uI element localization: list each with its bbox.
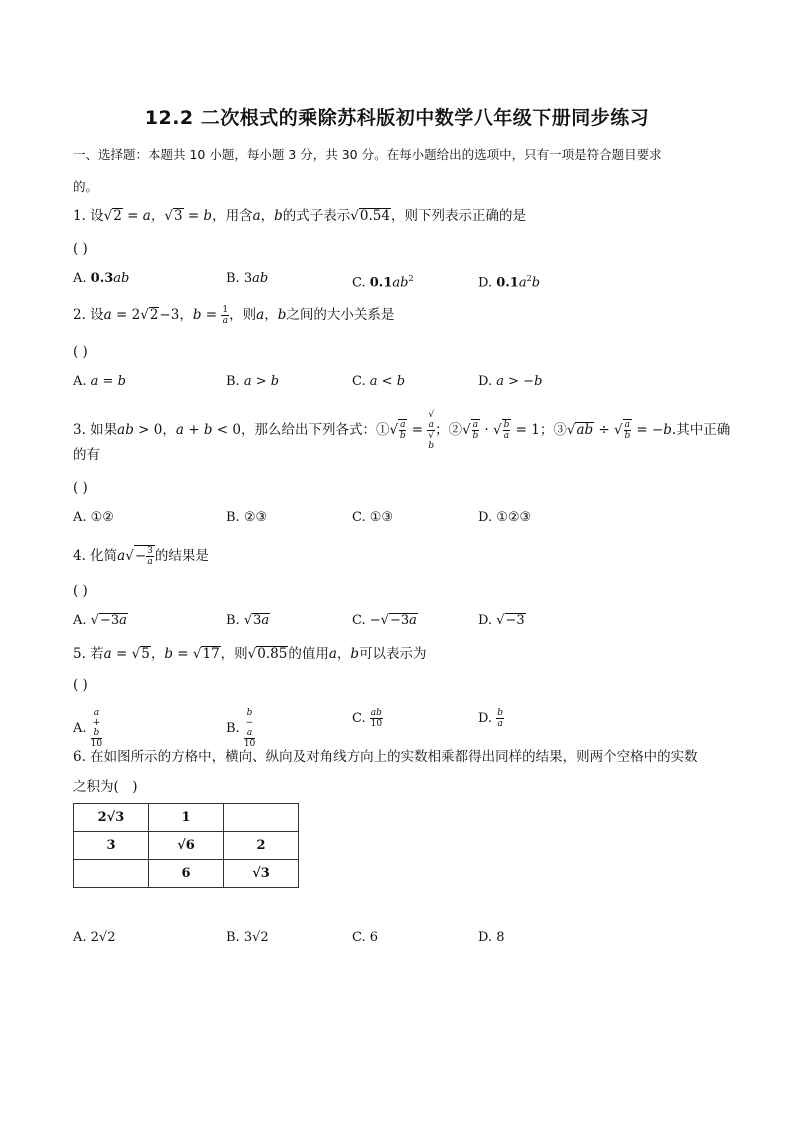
grid-cell: 1	[149, 804, 224, 832]
question-3-option-a[interactable]: A. ①②	[73, 510, 114, 525]
question-6-stem-line1: 6. 在如图所示的方格中，横向、纵向及对角线方向上的实数相乘都得出同样的结果，则两个空格中的实数	[73, 749, 698, 765]
question-1-option-c[interactable]: C. $0.1ab^2$	[352, 274, 414, 291]
question-2-option-d[interactable]: D. a > −b	[478, 374, 543, 389]
question-2-option-a[interactable]: A. a = b	[73, 374, 126, 389]
question-6-magic-square	[73, 803, 299, 888]
grid-cell-blank	[224, 804, 299, 832]
question-5-option-c[interactable]: C. $\frac{ab}{10}$	[352, 708, 383, 729]
question-2-answer-blank: ( )	[73, 344, 88, 360]
question-6-option-c[interactable]: C. 6	[352, 930, 379, 945]
grid-cell: 6	[149, 860, 224, 888]
question-3-option-b[interactable]: B. ②③	[226, 510, 268, 525]
question-3-option-c[interactable]: C. ①③	[352, 510, 394, 525]
question-4-option-b[interactable]: B. √3a	[226, 613, 270, 628]
question-4-stem: 4. 化简a√− $\frac{3}{a}$ 的结果是	[73, 546, 209, 567]
grid-cell: √3	[224, 860, 299, 888]
grid-cell: √6	[149, 832, 224, 860]
question-5-stem: 5. 若a = √5，b = √17，则√0.85的值用a，b可以表示为	[73, 646, 427, 662]
question-1-option-a[interactable]: A. 0.3ab	[73, 271, 130, 286]
question-6-stem-line2: 之积为( )	[73, 779, 138, 795]
question-5-option-a[interactable]: A. a + b 10	[73, 708, 103, 749]
question-5-option-d[interactable]: D. $\frac{b}{a}$	[478, 708, 503, 729]
page-title: 12.2 二次根式的乘除苏科版初中数学八年级下册同步练习	[144, 107, 650, 129]
grid-cell: 2√3	[74, 804, 149, 832]
grid-cell: 3	[74, 832, 149, 860]
question-3-option-d[interactable]: D. ①②③	[478, 510, 532, 525]
question-6-option-d[interactable]: D. 8	[478, 930, 505, 945]
question-5-answer-blank: ( )	[73, 677, 88, 693]
question-5-option-b[interactable]: B. b − a 10	[226, 708, 256, 749]
section-instructions-line1: 一、选择题：本题共 10 小题，每小题 3 分，共 30 分。在每小题给出的选项中，只有一项是符合题目要求	[73, 147, 662, 162]
question-1-stem: 1. 设√2 = a，√3 = b，用含a，b的式子表示√0.54，则下列表示正确的是	[73, 208, 526, 224]
question-3-stem: 3. 如果ab > 0，a + b < 0，那么给出下列各式：①√ $\frac{a}{b}$ = √ a √ b ；②√ $\frac{a}{b}$ · √ $\frac{b}{a}$ = 1；③√ab ÷ √ $\frac{a}{b}$ = −b.其中正确	[73, 410, 731, 451]
question-1-option-d[interactable]: D. $0.1a^2b$	[478, 274, 541, 291]
question-3-stem-line2: 的有	[73, 447, 100, 463]
question-4-option-a[interactable]: A. √−3a	[73, 613, 127, 628]
grid-cell-blank	[74, 860, 149, 888]
question-2-option-c[interactable]: C. a < b	[352, 374, 406, 389]
question-6-option-b[interactable]: B. 3√2	[226, 930, 269, 945]
question-6-option-a[interactable]: A. 2√2	[73, 930, 116, 945]
question-1-answer-blank: ( )	[73, 241, 88, 257]
grid-cell: 2	[224, 832, 299, 860]
question-4-option-c[interactable]: C. −√−3a	[352, 613, 417, 628]
question-4-answer-blank: ( )	[73, 583, 88, 599]
question-2-option-b[interactable]: B. a > b	[226, 374, 280, 389]
question-4-option-d[interactable]: D. √−3	[478, 613, 525, 628]
question-3-answer-blank: ( )	[73, 480, 88, 496]
question-2-stem: 2. 设a = 2√2−3，b = $\frac{1}{a}$ ，则a，b之间的大小关系是	[73, 305, 395, 326]
section-instructions-line2: 的。	[73, 179, 99, 194]
question-1-option-b[interactable]: B. 3ab	[226, 271, 269, 286]
